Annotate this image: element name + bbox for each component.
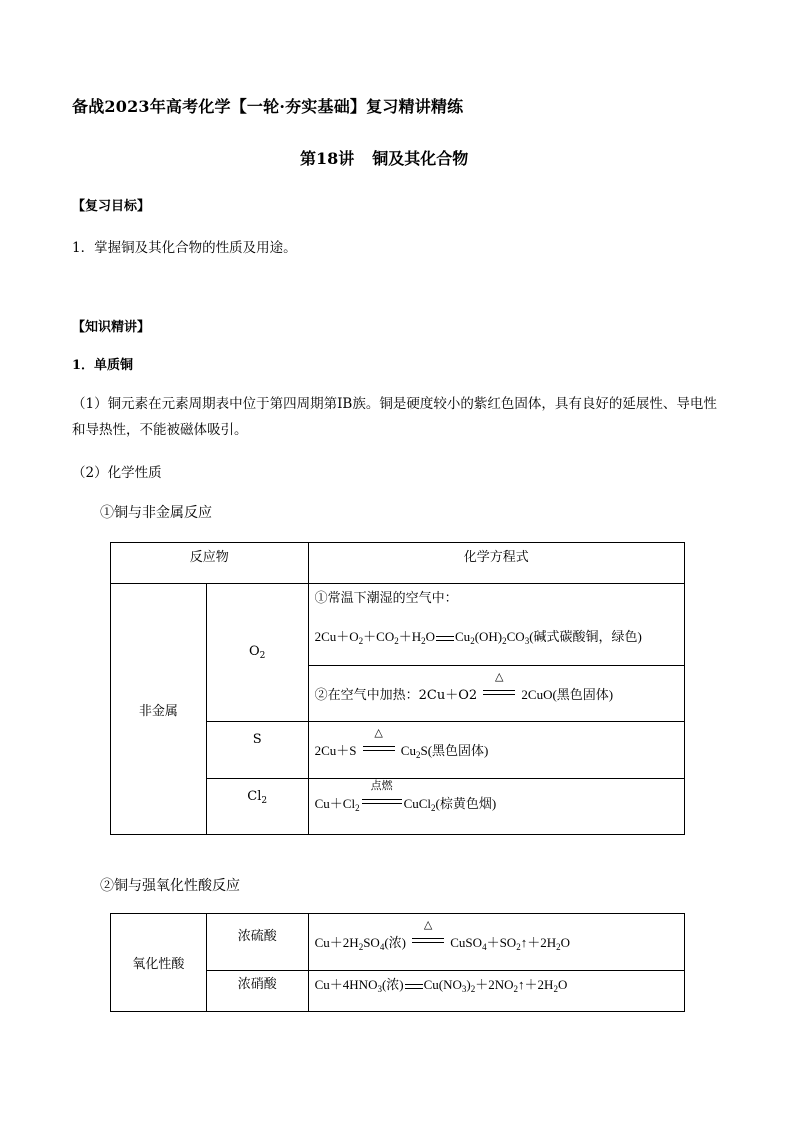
o2-room-temp-equation: $2Cu+O_2+CO_2+H_2O$ $Cu_2(OH)_2CO_3$(碱式碳酸铜，绿色) (314, 629, 642, 646)
reactant-s: S (206, 722, 308, 779)
acid-reaction-table (110, 913, 685, 1012)
heat-condition-mark: △ (481, 685, 517, 699)
acid-sulfuric: 浓硫酸 (206, 914, 308, 971)
document-title: 备战2023年高考化学【一轮·夯实基础】复习精讲精练 (72, 97, 464, 116)
goals-heading: 【复习目标】 (72, 199, 151, 214)
o2-room-temp-note: ①常温下潮湿的空气中： (314, 591, 458, 606)
sulfuric-equation: $Cu+2H_2SO_4$(浓) △ $CuSO_4+SO_2↑+2H_2O$ (308, 914, 684, 971)
lecture-heading (300, 146, 468, 169)
goal-item: 1．掌握铜及其化合物的性质及用途。 (72, 240, 297, 256)
s-equation: 2Cu＋S △ $Cu_2S$(黑色固体) (308, 722, 684, 779)
nonmetal-reaction-title: ①铜与非金属反应 (100, 505, 212, 521)
nitric-equation: $Cu+4HNO_3$(浓) $Cu(NO_3)_2+2NO_2↑+2H_2O$ (308, 971, 684, 1012)
reactant-o2: $O_2$ (206, 584, 308, 722)
nonmetal-reaction-table (110, 542, 685, 835)
group-oxidizing-acid: 氧化性酸 (111, 914, 207, 1012)
section-title-copper: 1．单质铜 (72, 358, 134, 373)
header-equation: 化学方程式 (308, 543, 684, 584)
acid-nitric: 浓硝酸 (206, 971, 308, 1012)
lecture-topic: 铜及其化合物 (372, 149, 469, 168)
o2-heating-product: 2CuO(黑色固体) (521, 687, 614, 702)
o2-heating-cell (308, 666, 684, 722)
ignite-condition-mark: 点燃 (360, 794, 404, 808)
chemical-properties-title: （2）化学性质 (72, 465, 162, 481)
copper-description: （1）铜元素在元素周期表中位于第四周期第ⅠB族。铜是硬度较小的紫红色固体，具有良好的延展性、导电性和导热性，不能被磁体吸引。 (72, 396, 717, 438)
header-reactant: 反应物 (111, 543, 309, 584)
heat-condition-mark: △ (361, 741, 397, 755)
cl2-equation: $Cu+Cl_2$ 点燃 CuCl$_2$(棕黄色烟) (308, 779, 684, 835)
reactant-cl2: $Cl_2$ (206, 779, 308, 835)
group-nonmetal: 非金属 (111, 584, 207, 835)
o2-room-temp-cell (308, 584, 684, 666)
o2-heating-note: ②在空气中加热：2Cu＋O2 (314, 688, 478, 703)
heat-condition-mark: △ (410, 933, 446, 947)
knowledge-heading: 【知识精讲】 (72, 320, 151, 335)
lecture-number: 第18讲 (300, 149, 355, 168)
acid-reaction-title: ②铜与强氧化性酸反应 (100, 878, 240, 894)
